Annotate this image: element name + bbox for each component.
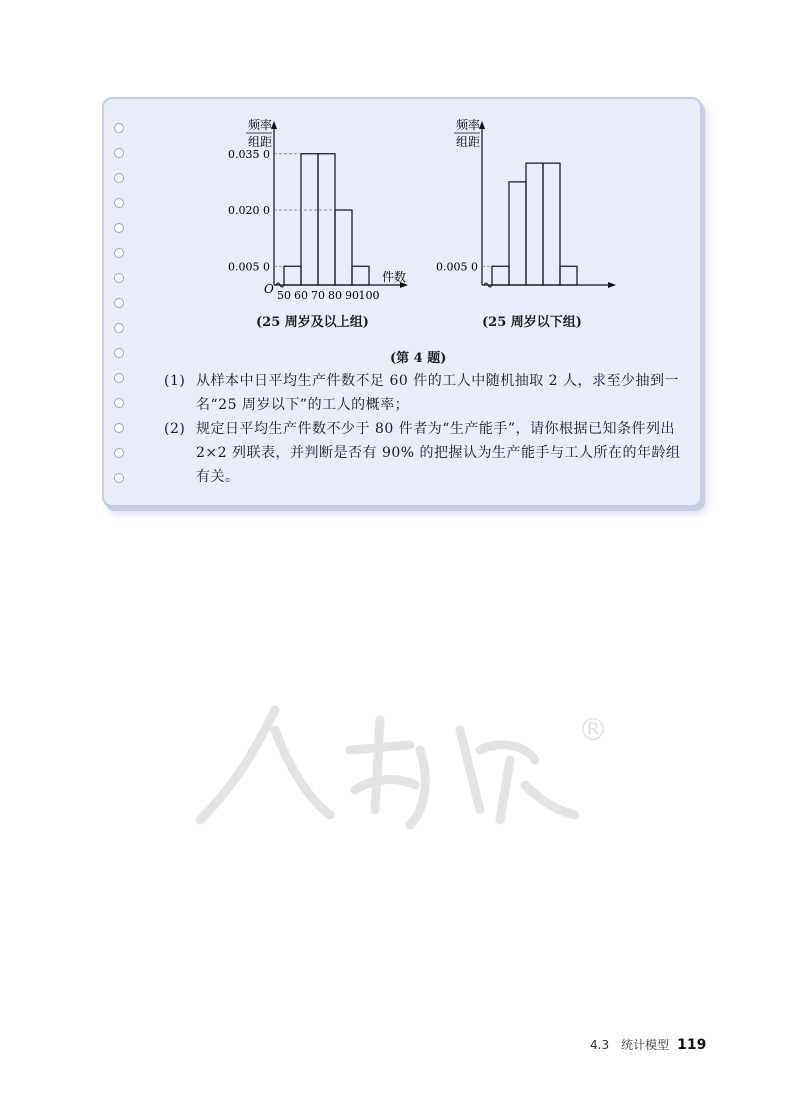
binder-hole (114, 448, 124, 458)
question-2 (164, 417, 694, 489)
binder-hole (114, 198, 124, 208)
exercise-card (102, 97, 702, 507)
x-axis-label: 件数 (382, 270, 407, 284)
binder-hole (114, 123, 124, 133)
y-tick-label: 0.005 0 (436, 260, 478, 274)
question-text: 规定日平均生产件数不少于 80 件者为“生产能手”，请你根据已知条件列出 2×2 列联表，并判断是否有 90% 的把握认为生产能手与工人所在的年龄组有关。 (196, 421, 681, 485)
binder-hole (114, 173, 124, 183)
question-number: (2) (164, 421, 186, 437)
binder-hole (114, 398, 124, 408)
y-tick-label: 0.035 0 (228, 147, 270, 161)
x-axis-arrow (608, 282, 616, 288)
histogram-bar (284, 266, 301, 285)
x-tick-label: 100 (358, 289, 380, 302)
question-1 (164, 369, 694, 417)
histogram-bar (301, 154, 318, 285)
x-tick-label: 90 (345, 289, 359, 302)
histogram-bar (543, 163, 560, 285)
page-footer (590, 1036, 706, 1053)
y-axis-label: 频率 (456, 118, 481, 132)
origin-label: O (264, 282, 274, 296)
histogram-bar (335, 210, 352, 285)
histogram-bar (352, 266, 369, 285)
binder-hole (114, 423, 124, 433)
histogram-bar (526, 163, 543, 285)
y-axis-label: 频率 (248, 118, 273, 132)
question-number: (1) (164, 373, 186, 389)
figure-label: (第 4 题) (390, 351, 447, 366)
binder-hole (114, 223, 124, 233)
histogram-svg (422, 117, 622, 307)
y-axis-label: 组距 (456, 135, 481, 149)
histogram-bar (509, 182, 526, 285)
histogram-svg (214, 117, 414, 307)
chart-caption: (25 周岁以下组) (482, 315, 582, 330)
histogram-25-and-over (214, 117, 414, 311)
binder-hole (114, 298, 124, 308)
y-tick-label: 0.005 0 (228, 260, 270, 274)
histogram-bar (318, 154, 335, 285)
x-tick-label: 50 (277, 289, 291, 302)
registered-mark: ® (578, 713, 608, 748)
x-tick-label: 60 (294, 289, 308, 302)
y-tick-label: 0.020 0 (228, 204, 270, 217)
binder-hole (114, 248, 124, 258)
chart-caption: (25 周岁及以上组) (256, 315, 369, 330)
question-text: 从样本中日平均生产件数不足 60 件的工人中随机抽取 2 人，求至少抽到一名“25 周岁以下”的工人的概率； (196, 373, 680, 413)
histogram-bar (492, 266, 509, 285)
binder-hole (114, 473, 124, 483)
binder-hole (114, 148, 124, 158)
histogram-bar (560, 266, 577, 285)
binder-hole (114, 348, 124, 358)
publisher-watermark-logo (180, 690, 620, 840)
binder-hole (114, 373, 124, 383)
binder-hole (114, 273, 124, 283)
binder-hole (114, 323, 124, 333)
x-tick-label: 80 (328, 289, 342, 302)
page-number: 119 (677, 1037, 707, 1053)
section-title: 4.3 统计模型 (590, 1038, 670, 1052)
y-axis-label: 组距 (248, 135, 273, 149)
histogram-under-25 (422, 117, 622, 311)
x-tick-label: 70 (311, 289, 325, 302)
